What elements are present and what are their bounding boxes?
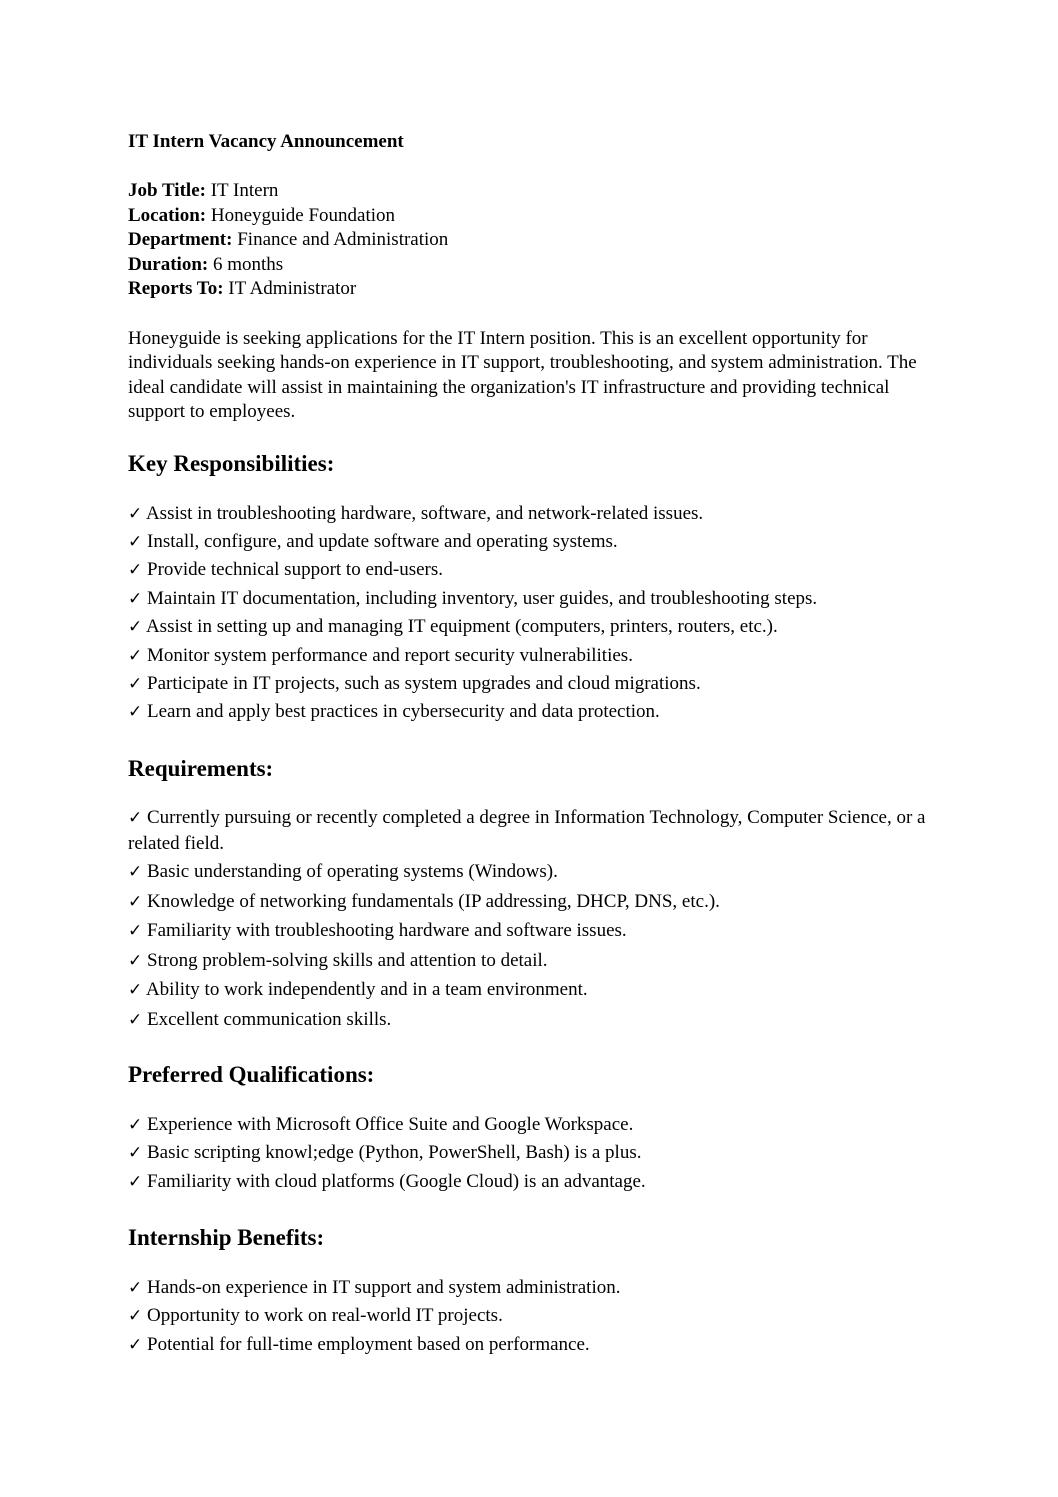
list-item-text: Provide technical support to end-users. bbox=[147, 559, 444, 581]
checkmark-icon: ✓ bbox=[128, 1334, 143, 1355]
list-item bbox=[128, 948, 948, 974]
preferred-qualifications-heading: Preferred Qualifications: bbox=[128, 1061, 375, 1087]
job-title-label: Job Title: bbox=[128, 180, 206, 201]
list-item-text: Hands-on experience in IT support and system administration. bbox=[147, 1276, 621, 1298]
checkmark-icon: ✓ bbox=[128, 807, 143, 828]
list-item bbox=[128, 1331, 948, 1359]
list-item-text: Basic understanding of operating systems (Windows). bbox=[147, 861, 558, 883]
list-item bbox=[128, 859, 948, 885]
list-item-text: Assist in setting up and managing IT equipment (computers, printers, routers, etc.). bbox=[145, 616, 778, 638]
checkmark-icon: ✓ bbox=[128, 1143, 143, 1164]
responsibilities-heading: Key Responsibilities: bbox=[128, 450, 335, 476]
checkmark-icon: ✓ bbox=[128, 1114, 143, 1135]
checkmark-icon: ✓ bbox=[128, 645, 143, 666]
reports-to-row bbox=[128, 277, 948, 302]
list-item bbox=[128, 670, 948, 698]
list-item-text: Knowledge of networking fundamentals (IP addressing, DHCP, DNS, etc.). bbox=[147, 890, 720, 912]
list-item-text: Familiarity with cloud platforms (Google Cloud) is an advantage. bbox=[147, 1170, 646, 1192]
requirements-heading: Requirements: bbox=[128, 755, 274, 781]
responsibilities-list bbox=[128, 500, 948, 727]
list-item-text: Maintain IT documentation, including inventory, user guides, and troubleshooting steps. bbox=[147, 587, 818, 609]
list-item-text: Currently pursuing or recently completed a degree in Information Technology, Computer Science, or a related field. bbox=[128, 806, 926, 854]
checkmark-icon: ✓ bbox=[128, 617, 143, 638]
checkmark-icon: ✓ bbox=[128, 1009, 143, 1030]
checkmark-icon: ✓ bbox=[128, 673, 143, 694]
checkmark-icon: ✓ bbox=[128, 531, 143, 552]
department-value: Finance and Administration bbox=[232, 229, 449, 250]
job-title-row bbox=[128, 179, 948, 204]
job-details bbox=[128, 179, 948, 302]
duration-value: 6 months bbox=[208, 253, 284, 275]
list-item-text: Participate in IT projects, such as system upgrades and cloud migrations. bbox=[147, 672, 701, 694]
department-row bbox=[128, 228, 948, 253]
list-item-text: Monitor system performance and report security vulnerabilities. bbox=[147, 644, 633, 666]
preferred-qualifications-list bbox=[128, 1111, 948, 1196]
list-item bbox=[128, 500, 948, 528]
job-title-value: IT Intern bbox=[205, 180, 279, 201]
list-item bbox=[128, 918, 948, 944]
checkmark-icon: ✓ bbox=[128, 503, 143, 524]
reports-to-label: Reports To: bbox=[128, 278, 224, 299]
list-item bbox=[128, 1111, 948, 1139]
list-item-text: Opportunity to work on real-world IT projects. bbox=[147, 1305, 503, 1327]
reports-to-value: IT Administrator bbox=[223, 278, 357, 299]
benefits-heading: Internship Benefits: bbox=[128, 1224, 325, 1250]
document-title: IT Intern Vacancy Announcement bbox=[128, 131, 404, 152]
list-item-text: Potential for full-time employment based on performance. bbox=[147, 1333, 590, 1355]
list-item bbox=[128, 585, 948, 613]
list-item bbox=[128, 1274, 948, 1302]
list-item-text: Learn and apply best practices in cybersecurity and data protection. bbox=[147, 701, 660, 723]
list-item bbox=[128, 698, 948, 726]
list-item bbox=[128, 1168, 948, 1196]
requirements-list bbox=[128, 805, 948, 1033]
list-item bbox=[128, 1139, 948, 1167]
benefits-list bbox=[128, 1274, 948, 1359]
checkmark-icon: ✓ bbox=[128, 1171, 143, 1192]
list-item bbox=[128, 889, 948, 915]
list-item bbox=[128, 613, 948, 641]
department-label: Department: bbox=[128, 229, 233, 250]
list-item bbox=[128, 1007, 948, 1033]
list-item bbox=[128, 556, 948, 584]
list-item-text: Experience with Microsoft Office Suite and Google Workspace. bbox=[147, 1113, 634, 1135]
location-row bbox=[128, 204, 948, 229]
checkmark-icon: ✓ bbox=[128, 891, 143, 912]
list-item-text: Assist in troubleshooting hardware, software, and network-related issues. bbox=[145, 502, 704, 524]
document-body bbox=[128, 130, 948, 1359]
location-label: Location: bbox=[128, 204, 207, 226]
checkmark-icon: ✓ bbox=[128, 950, 143, 971]
list-item bbox=[128, 642, 948, 670]
list-item-text: Excellent communication skills. bbox=[147, 1008, 392, 1030]
checkmark-icon: ✓ bbox=[128, 588, 143, 609]
list-item bbox=[128, 1302, 948, 1330]
list-item-text: Ability to work independently and in a team environment. bbox=[145, 979, 588, 1001]
checkmark-icon: ✓ bbox=[128, 1306, 143, 1327]
intro-paragraph: Honeyguide is seeking applications for the IT Intern position. This is an excellent opportunity for individuals seeking hands-on experience in IT support, troubleshooting, and system administration. The ideal candidate will assist in maintaining the organization's IT infrastructure and providing technical support to employees. bbox=[128, 327, 917, 422]
duration-label: Duration: bbox=[128, 253, 209, 275]
checkmark-icon: ✓ bbox=[128, 862, 143, 883]
checkmark-icon: ✓ bbox=[128, 980, 143, 1001]
list-item-text: Strong problem-solving skills and attention to detail. bbox=[147, 949, 548, 971]
location-value: Honeyguide Foundation bbox=[206, 204, 396, 226]
list-item bbox=[128, 977, 948, 1003]
checkmark-icon: ✓ bbox=[128, 1277, 143, 1298]
checkmark-icon: ✓ bbox=[128, 560, 143, 581]
list-item-text: Familiarity with troubleshooting hardware and software issues. bbox=[147, 920, 627, 942]
list-item-text: Basic scripting knowl;edge (Python, PowerShell, Bash) is a plus. bbox=[147, 1142, 642, 1164]
list-item-text: Install, configure, and update software and operating systems. bbox=[147, 530, 618, 552]
list-item bbox=[128, 528, 948, 556]
list-item bbox=[128, 805, 948, 856]
duration-row bbox=[128, 253, 948, 278]
checkmark-icon: ✓ bbox=[128, 921, 143, 942]
checkmark-icon: ✓ bbox=[128, 702, 143, 723]
